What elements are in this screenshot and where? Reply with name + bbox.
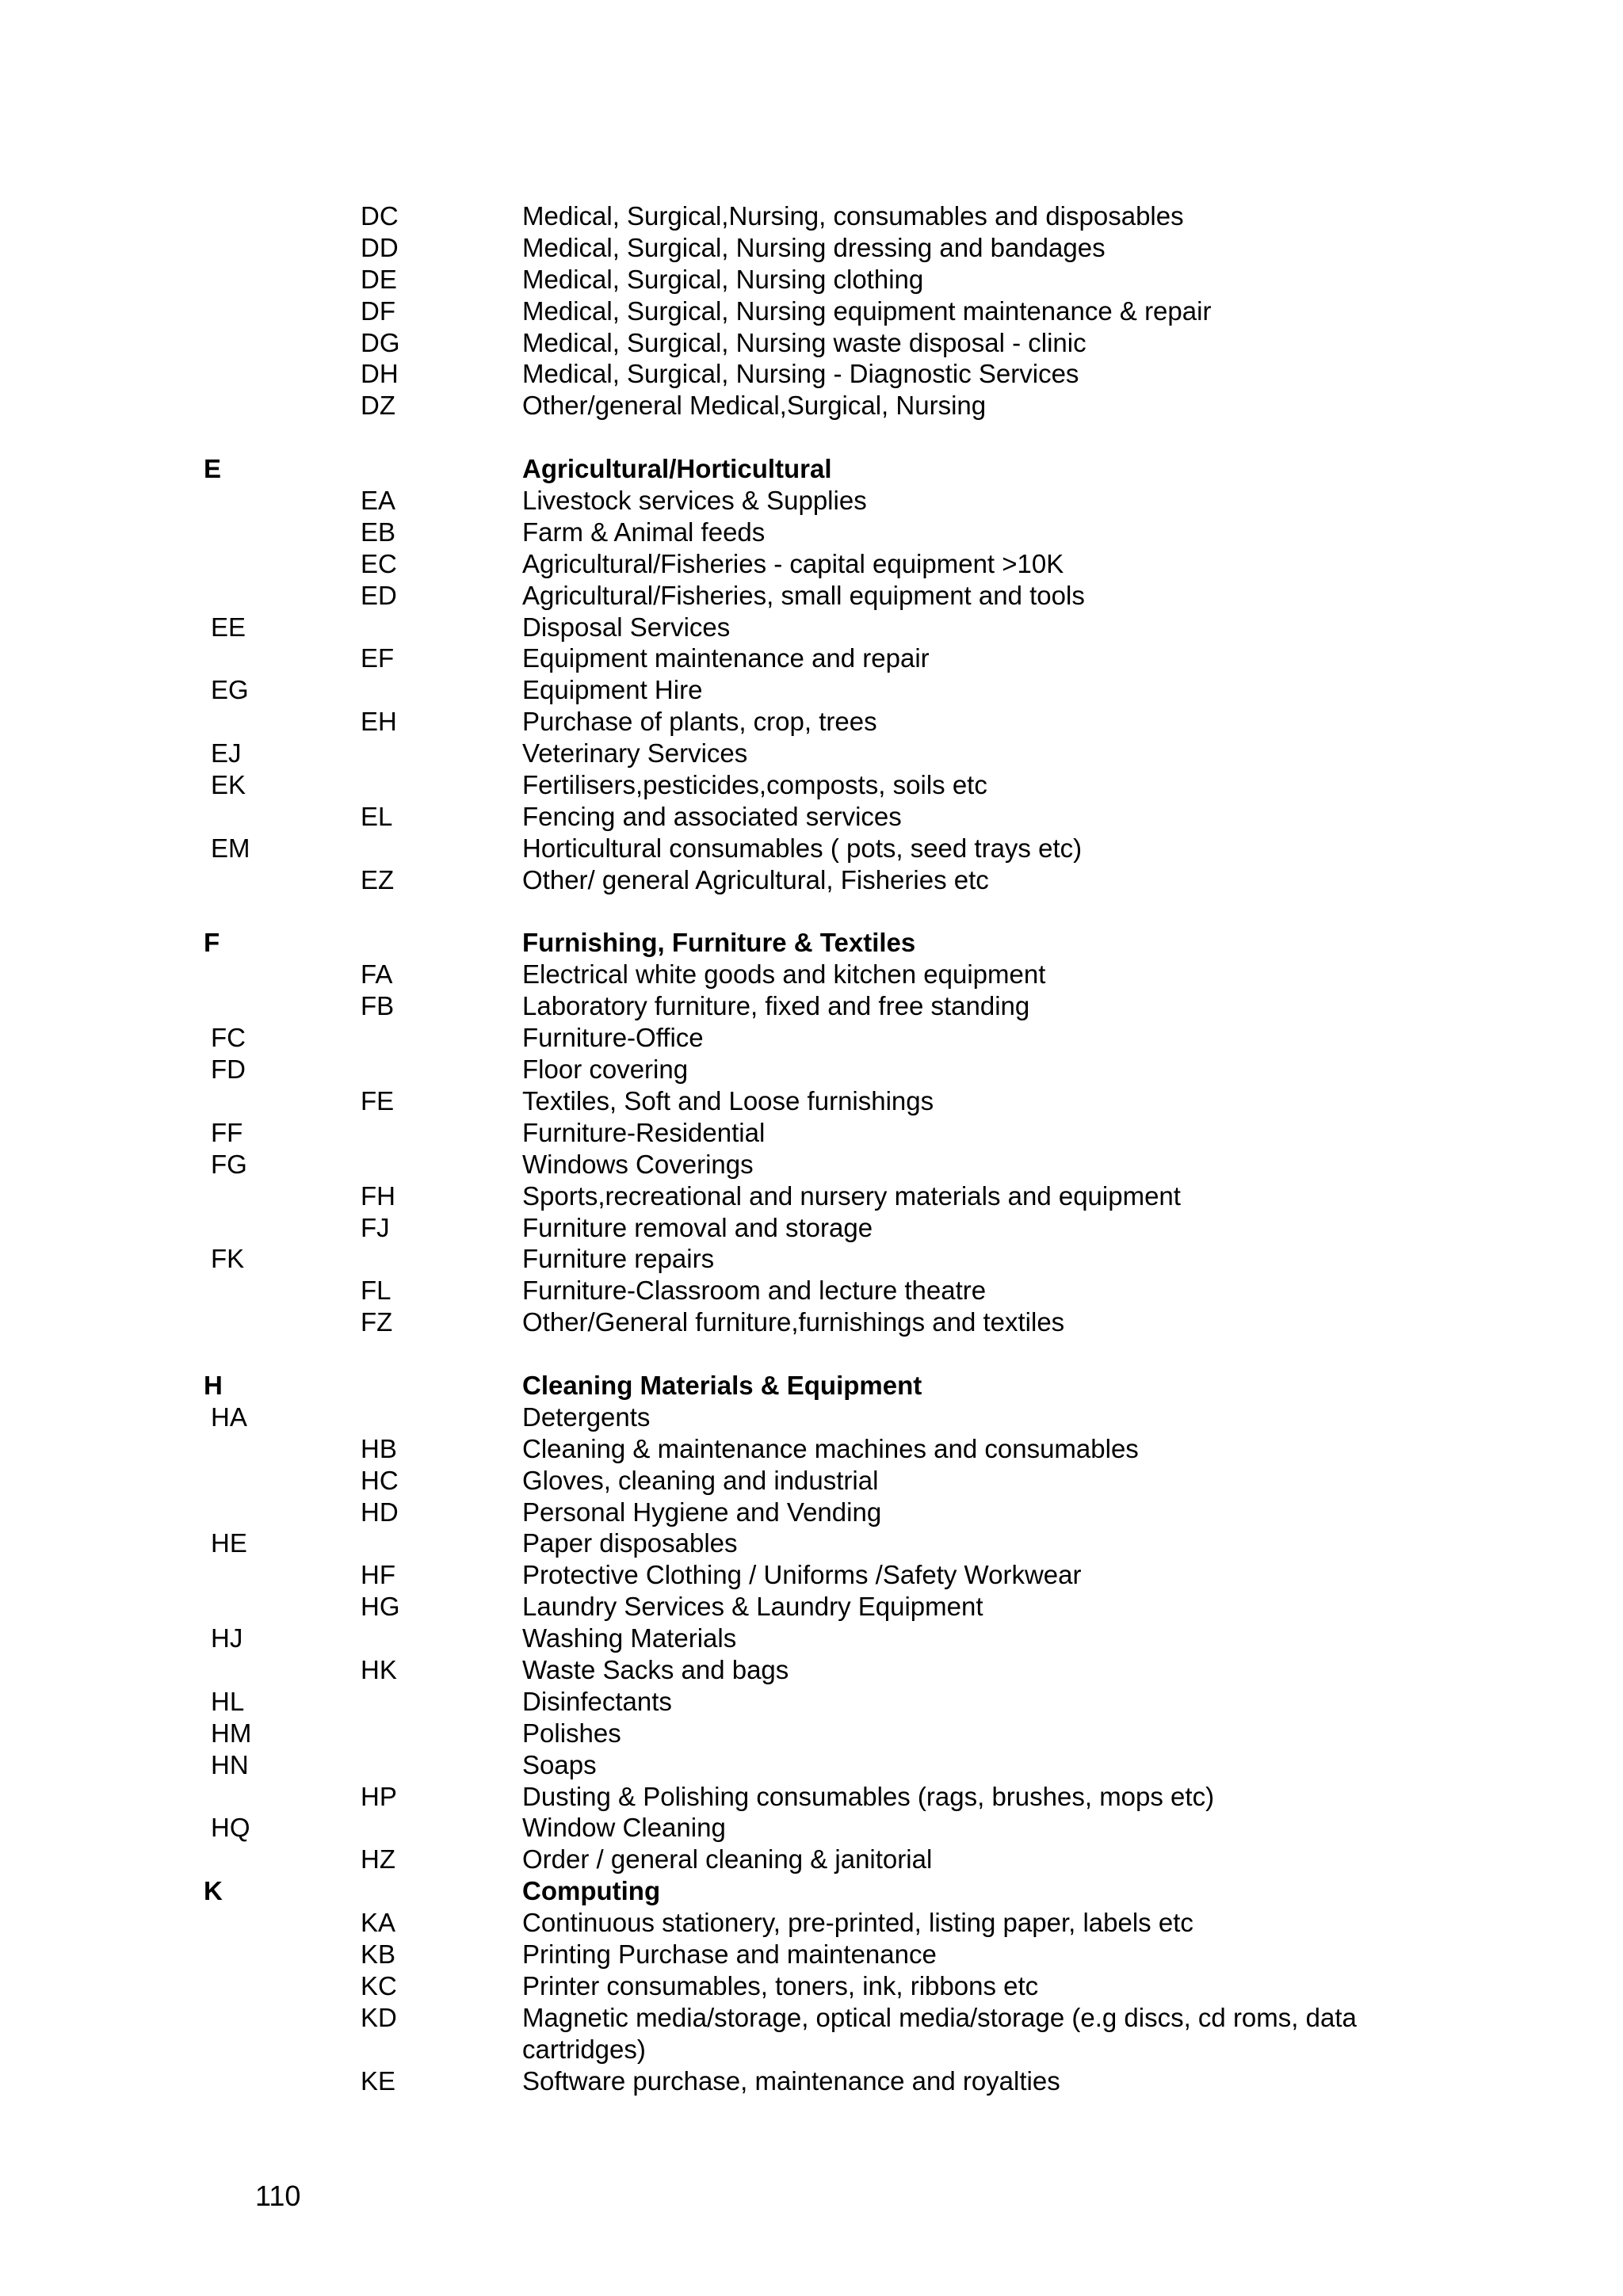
- item-code: HE: [211, 1528, 247, 1558]
- item-code: FL: [361, 1276, 391, 1306]
- category-row: [0, 453, 1623, 485]
- item-description: Other/General furniture,furnishings and textiles: [522, 1307, 1065, 1337]
- item-description: Medical, Surgical,Nursing, consumables and disposables: [522, 201, 1184, 231]
- code-row: [0, 327, 1623, 359]
- item-code: DC: [361, 201, 399, 231]
- item-description: Disposal Services: [522, 612, 731, 642]
- item-description: Agricultural/Fisheries, small equipment and tools: [522, 580, 1085, 610]
- item-code: EF: [361, 643, 395, 673]
- item-description: Electrical white goods and kitchen equipment: [522, 959, 1046, 990]
- code-row: [0, 959, 1623, 990]
- item-code: FD: [211, 1055, 246, 1085]
- item-description: Window Cleaning: [522, 1813, 726, 1843]
- item-description: Continuous stationery, pre-printed, listing paper, labels etc: [522, 1908, 1193, 1938]
- code-row: [0, 390, 1623, 421]
- code-row: [0, 1623, 1623, 1654]
- category-code: K: [204, 1876, 223, 1906]
- code-row: [0, 232, 1623, 264]
- item-description: Detergents: [522, 1402, 651, 1432]
- code-row: [0, 1749, 1623, 1781]
- item-description: Polishes: [522, 1718, 621, 1748]
- category-title: Furnishing, Furniture & Textiles: [522, 928, 916, 958]
- item-description: Other/ general Agricultural, Fisheries etc: [522, 864, 989, 894]
- item-description: Cleaning & maintenance machines and consumables: [522, 1433, 1139, 1463]
- item-code: EM: [211, 833, 250, 863]
- item-code: HQ: [211, 1813, 250, 1843]
- item-description: Printer consumables, toners, ink, ribbons etc: [522, 1970, 1039, 2000]
- item-description: Veterinary Services: [522, 738, 748, 769]
- item-code: KD: [361, 2002, 397, 2032]
- code-row: [0, 1117, 1623, 1149]
- item-code: FE: [361, 1085, 395, 1116]
- item-code: HC: [361, 1465, 399, 1495]
- code-row: [0, 1559, 1623, 1591]
- code-row: [0, 264, 1623, 296]
- item-code: KE: [361, 2065, 396, 2096]
- item-code: HF: [361, 1560, 395, 1590]
- item-description: Windows Coverings: [522, 1149, 754, 1179]
- code-row: [0, 1591, 1623, 1623]
- item-description: Furniture-Classroom and lecture theatre: [522, 1276, 987, 1306]
- code-row: [0, 1149, 1623, 1180]
- item-description: Purchase of plants, crop, trees: [522, 707, 877, 737]
- item-description: Sports,recreational and nursery materials and equipment: [522, 1180, 1181, 1211]
- item-description: Disinfectants: [522, 1686, 672, 1716]
- item-code: FH: [361, 1180, 395, 1211]
- item-code: FG: [211, 1149, 247, 1179]
- item-code: EJ: [211, 738, 242, 769]
- item-description: Order / general cleaning & janitorial: [522, 1844, 933, 1875]
- code-row: [0, 2065, 1623, 2097]
- item-code: HG: [361, 1592, 400, 1622]
- code-row: [0, 738, 1623, 769]
- code-list: [0, 200, 1623, 2096]
- item-description: Medical, Surgical, Nursing dressing and bandages: [522, 232, 1106, 262]
- item-description: Medical, Surgical, Nursing - Diagnostic Services: [522, 359, 1079, 389]
- code-row: [0, 1022, 1623, 1054]
- item-code: ED: [361, 580, 397, 610]
- code-row: [0, 1527, 1623, 1559]
- item-description: Textiles, Soft and Loose furnishings: [522, 1085, 934, 1116]
- item-code: EB: [361, 517, 396, 547]
- code-row: [0, 1718, 1623, 1749]
- category-code: F: [204, 928, 220, 958]
- item-code: EA: [361, 486, 396, 516]
- item-description: Washing Materials: [522, 1623, 737, 1653]
- category-row: [0, 1370, 1623, 1402]
- code-row: [0, 1781, 1623, 1813]
- item-description: Floor covering: [522, 1055, 689, 1085]
- item-code: DF: [361, 296, 395, 326]
- item-code: EE: [211, 612, 246, 642]
- category-code: E: [204, 454, 222, 484]
- code-row: [0, 706, 1623, 738]
- code-row: [0, 1939, 1623, 1970]
- item-description: Laundry Services & Laundry Equipment: [522, 1592, 983, 1622]
- code-row: [0, 864, 1623, 896]
- item-code: EZ: [361, 864, 395, 894]
- code-row: [0, 1085, 1623, 1117]
- item-description: Magnetic media/storage, optical media/storage (e.g discs, cd roms, data cartridges): [522, 2002, 1357, 2064]
- code-row: [0, 1686, 1623, 1718]
- item-description: Fertilisers,pesticides,composts, soils etc: [522, 770, 987, 800]
- code-row: [0, 485, 1623, 517]
- item-code: FA: [361, 959, 393, 990]
- item-description: Personal Hygiene and Vending: [522, 1497, 882, 1527]
- category-title: Cleaning Materials & Equipment: [522, 1370, 922, 1400]
- code-row: [0, 643, 1623, 674]
- item-code: DH: [361, 359, 399, 389]
- code-row: [0, 801, 1623, 833]
- item-code: FZ: [361, 1307, 393, 1337]
- item-code: DG: [361, 327, 400, 357]
- code-row: [0, 1306, 1623, 1338]
- item-code: HD: [361, 1497, 399, 1527]
- item-description: Farm & Animal feeds: [522, 517, 766, 547]
- code-row: [0, 548, 1623, 580]
- item-code: DD: [361, 232, 399, 262]
- item-description: Other/general Medical,Surgical, Nursing: [522, 391, 987, 421]
- item-code: FC: [211, 1023, 246, 1053]
- item-description: Waste Sacks and bags: [522, 1654, 789, 1684]
- code-row: [0, 769, 1623, 801]
- code-row: [0, 1054, 1623, 1085]
- item-description: Fencing and associated services: [522, 801, 902, 831]
- code-row: [0, 1180, 1623, 1212]
- item-description: Soaps: [522, 1749, 597, 1779]
- item-description: Software purchase, maintenance and royalties: [522, 2065, 1060, 2096]
- item-description: Dusting & Polishing consumables (rags, brushes, mops etc): [522, 1781, 1215, 1811]
- code-row: [0, 1970, 1623, 2002]
- code-row: [0, 1844, 1623, 1875]
- item-description: Printing Purchase and maintenance: [522, 1939, 937, 1969]
- item-code: DE: [361, 264, 397, 294]
- item-description: Furniture removal and storage: [522, 1212, 873, 1242]
- item-description: Gloves, cleaning and industrial: [522, 1465, 879, 1495]
- item-description: Medical, Surgical, Nursing equipment maintenance & repair: [522, 296, 1212, 326]
- item-code: EH: [361, 707, 397, 737]
- code-row: [0, 517, 1623, 548]
- item-code: EG: [211, 675, 249, 705]
- item-code: HL: [211, 1686, 245, 1716]
- item-code: HA: [211, 1402, 247, 1432]
- code-row: [0, 1212, 1623, 1244]
- code-row: [0, 1907, 1623, 1939]
- item-description: Furniture repairs: [522, 1244, 715, 1274]
- item-code: KB: [361, 1939, 396, 1969]
- code-row: [0, 612, 1623, 643]
- item-code: EC: [361, 548, 397, 578]
- category-title: Agricultural/Horticultural: [522, 454, 832, 484]
- item-code: HP: [361, 1781, 397, 1811]
- code-row: [0, 1497, 1623, 1528]
- item-description: Furniture-Residential: [522, 1117, 766, 1147]
- item-code: EK: [211, 770, 246, 800]
- item-code: HN: [211, 1749, 249, 1779]
- item-code: FJ: [361, 1212, 390, 1242]
- item-code: DZ: [361, 391, 395, 421]
- code-row: [0, 674, 1623, 706]
- item-code: FK: [211, 1244, 245, 1274]
- category-title: Computing: [522, 1876, 661, 1906]
- item-code: FF: [211, 1117, 243, 1147]
- item-description: Protective Clothing / Uniforms /Safety Workwear: [522, 1560, 1082, 1590]
- code-row: [0, 1812, 1623, 1844]
- item-description: Medical, Surgical, Nursing clothing: [522, 264, 924, 294]
- item-description: Equipment Hire: [522, 675, 703, 705]
- item-code: FB: [361, 991, 395, 1021]
- code-row: [0, 296, 1623, 327]
- item-code: HB: [361, 1433, 397, 1463]
- item-description: Livestock services & Supplies: [522, 486, 867, 516]
- item-description: Laboratory furniture, fixed and free standing: [522, 991, 1030, 1021]
- code-row: [0, 2002, 1623, 2065]
- code-row: [0, 358, 1623, 390]
- category-row: [0, 1875, 1623, 1907]
- category-row: [0, 927, 1623, 959]
- item-description: Medical, Surgical, Nursing waste disposal - clinic: [522, 327, 1086, 357]
- code-row: [0, 1433, 1623, 1465]
- item-description: Horticultural consumables ( pots, seed trays etc): [522, 833, 1083, 863]
- code-row: [0, 990, 1623, 1022]
- code-row: [0, 1275, 1623, 1306]
- item-description: Agricultural/Fisheries - capital equipment >10K: [522, 548, 1064, 578]
- code-row: [0, 200, 1623, 232]
- page-number: 110: [255, 2180, 301, 2212]
- code-row: [0, 1243, 1623, 1275]
- code-row: [0, 580, 1623, 612]
- item-code: HJ: [211, 1623, 243, 1653]
- code-row: [0, 833, 1623, 864]
- code-row: [0, 1654, 1623, 1686]
- item-code: EL: [361, 801, 393, 831]
- item-code: KA: [361, 1908, 396, 1938]
- item-description: Equipment maintenance and repair: [522, 643, 930, 673]
- category-code: H: [204, 1370, 223, 1400]
- item-description: Furniture-Office: [522, 1023, 704, 1053]
- item-code: HK: [361, 1654, 397, 1684]
- item-code: HZ: [361, 1844, 395, 1875]
- item-code: HM: [211, 1718, 252, 1748]
- item-description: Paper disposables: [522, 1528, 738, 1558]
- code-row: [0, 1402, 1623, 1433]
- item-code: KC: [361, 1970, 397, 2000]
- code-row: [0, 1465, 1623, 1497]
